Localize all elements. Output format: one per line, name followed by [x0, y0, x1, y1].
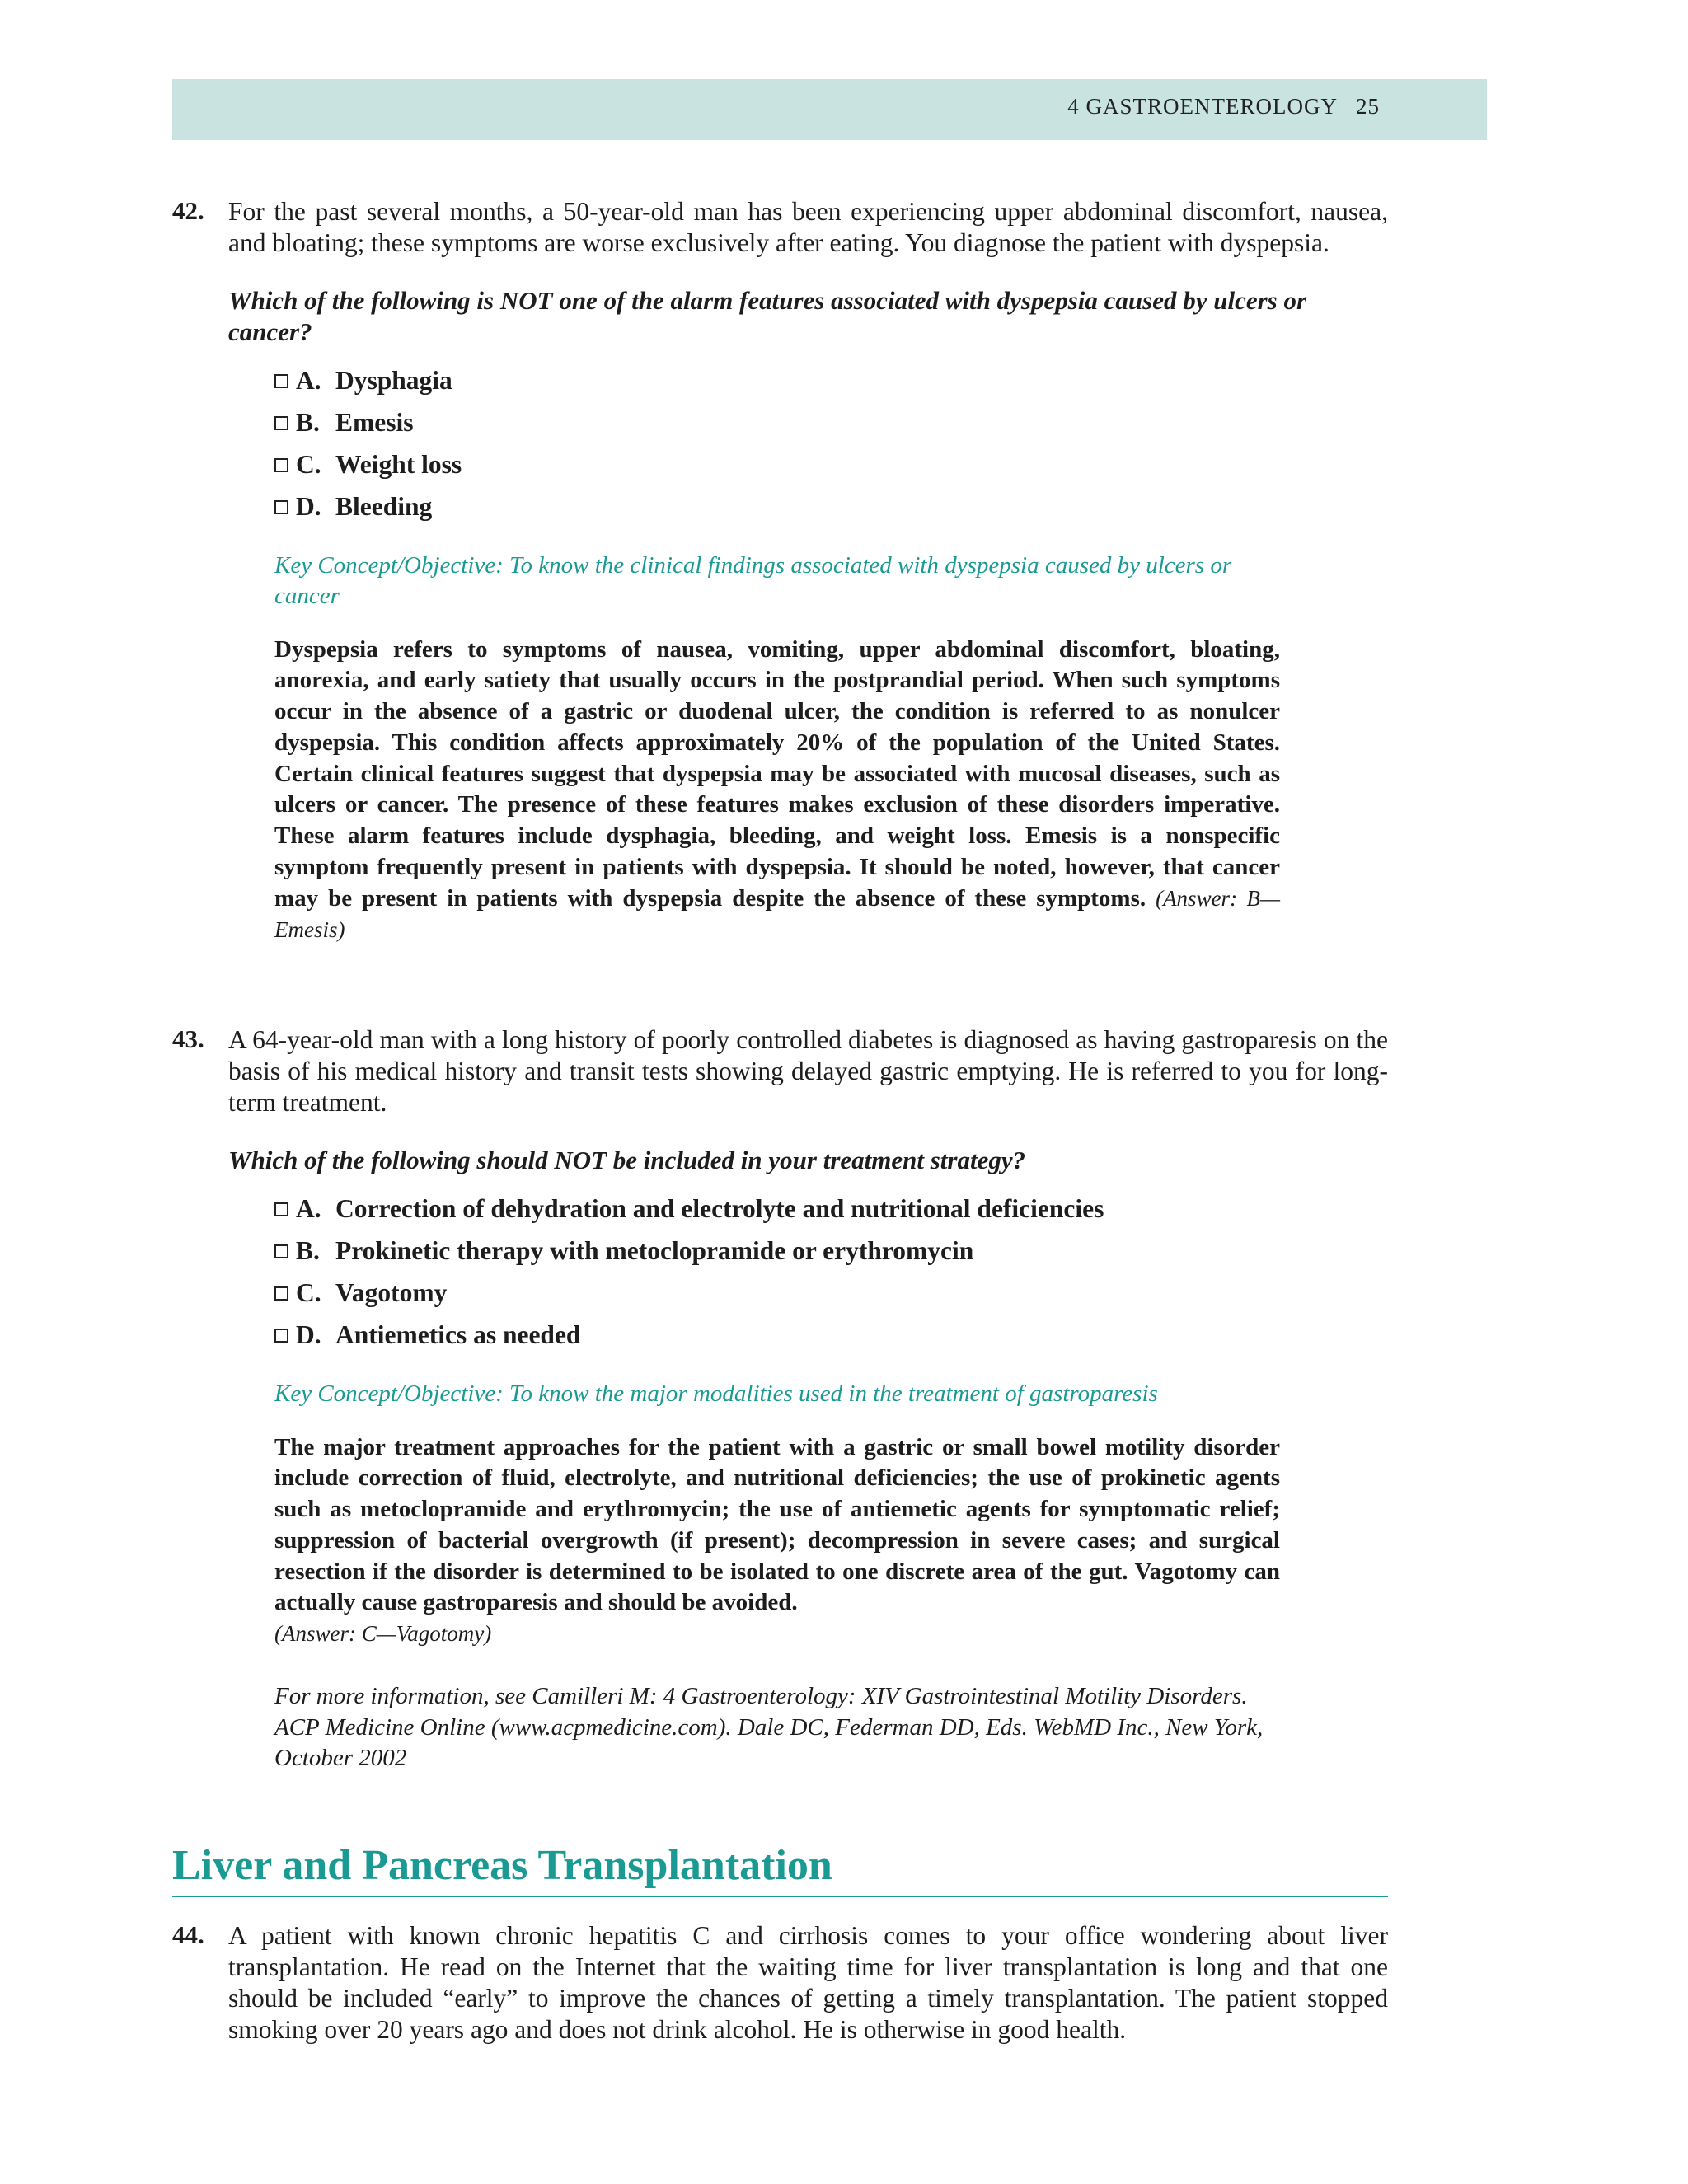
question-42 — [172, 196, 1388, 945]
option-d[interactable] — [274, 1314, 1388, 1356]
explanation — [274, 1432, 1280, 1651]
option-letter: D. — [296, 1319, 321, 1349]
explanation-text: The major treatment approaches for the patient with a gastric or small bowel motility disorder include correction of fluid, electrolyte, and nutritional deficiencies; the use of prokinetic agents such as metoclopramide and erythromycin; the use of antiemetic agents for symptomatic relief; suppression of bacterial overgrowth (if present); decompression in severe cases; and surgical resection if the disorder is determined to be isolated to one discrete area of the gut. Vagotomy can actually cause gastroparesis and should be avoided. — [274, 1433, 1280, 1616]
checkbox-icon[interactable] — [274, 458, 288, 472]
checkbox-icon[interactable] — [274, 374, 288, 388]
explanation — [274, 635, 1280, 946]
option-b[interactable] — [274, 1230, 1388, 1272]
section-title: Liver and Pancreas Transplantation — [172, 1840, 1388, 1897]
question-44 — [172, 1920, 1388, 2072]
question-number: 42. — [172, 196, 204, 225]
question-prompt: Which of the following should NOT be included in your treatment strategy? — [228, 1145, 1026, 1174]
option-letter: C. — [296, 1277, 321, 1307]
option-text: Antiemetics as needed — [335, 1319, 581, 1349]
answer-options — [274, 1188, 1388, 1356]
option-c[interactable] — [274, 443, 1388, 485]
answer-options — [274, 359, 1388, 527]
page-number: 25 — [1356, 94, 1380, 119]
explanation-text: Dyspepsia refers to symptoms of nausea, vomiting, upper abdominal discomfort, bloating, anorexia, and early satiety that usually occurs in the postprandial period. When such symptoms occur in the absence of a gastric or duodenal ulcer, the condition is referred to as nonulcer dyspepsia. This condition affects approximately 20% of the population of the United States. Certain clinical features suggest that dyspepsia may be associated with mucosal diseases, such as ulcers or cancer. The presence of these features makes exclusion of these disorders imperative. These alarm features include dysphagia, bleeding, and weight loss. Emesis is a nonspecific symptom frequently present in patients with dyspepsia. It should be noted, however, that cancer may be present in patients with dyspepsia despite the absence of these symptoms. — [274, 635, 1280, 912]
option-letter: B. — [296, 407, 320, 437]
question-stem: For the past several months, a 50-year-old man has been experiencing upper abdominal discomfort, nausea, and bloating; these symptoms are worse exclusively after eating. You diagnose the patient with dyspepsia. — [228, 197, 1388, 257]
key-concept: Key Concept/Objective: To know the clinical findings associated with dyspepsia caused by ulcers or cancer — [274, 551, 1232, 609]
option-a[interactable] — [274, 1188, 1388, 1230]
option-b[interactable] — [274, 401, 1388, 443]
running-header — [172, 79, 1487, 140]
checkbox-icon[interactable] — [274, 1329, 288, 1343]
checkbox-icon[interactable] — [274, 1202, 288, 1216]
option-text: Vagotomy — [335, 1277, 448, 1307]
option-letter: C. — [296, 449, 321, 479]
question-stem: A patient with known chronic hepatitis C and cirrhosis comes to your office wondering about liver transplantation. He read on the Internet that the waiting time for liver transplantation is long and that one should be included “early” to improve the chances of getting a timely transplantation. The patient stopped smoking over 20 years ago and does not drink alcohol. He is otherwise in good health. — [228, 1921, 1388, 2044]
option-letter: B. — [296, 1235, 320, 1265]
question-number: 44. — [172, 1920, 204, 1949]
option-text: Prokinetic therapy with metoclopramide or erythromycin — [335, 1235, 974, 1265]
option-text: Weight loss — [335, 449, 462, 479]
option-text: Bleeding — [335, 491, 433, 521]
checkbox-icon[interactable] — [274, 1244, 288, 1258]
running-head-text — [1067, 94, 1380, 120]
chapter-title: 4 GASTROENTEROLOGY — [1067, 94, 1338, 119]
question-43 — [172, 1024, 1388, 1774]
question-stem: A 64-year-old man with a long history of poorly controlled diabetes is diagnosed as having gastroparesis on the basis of his medical history and transit tests showing delayed gastric emptying. He is referred to you for long-term treatment. — [228, 1025, 1388, 1117]
option-a[interactable] — [274, 359, 1388, 401]
question-prompt: Which of the following is NOT one of the alarm features associated with dyspepsia caused by ulcers or cancer? — [228, 285, 1307, 346]
option-d[interactable] — [274, 485, 1388, 527]
checkbox-icon[interactable] — [274, 1286, 288, 1301]
option-c[interactable] — [274, 1272, 1388, 1314]
checkbox-icon[interactable] — [274, 500, 288, 514]
option-letter: A. — [296, 365, 321, 395]
answer-text: (Answer: B—Emesis) — [274, 885, 1281, 942]
option-text: Correction of dehydration and electrolyte and nutritional deficiencies — [335, 1193, 1104, 1223]
key-concept: Key Concept/Objective: To know the major modalities used in the treatment of gastroparesis — [274, 1380, 1158, 1407]
option-letter: D. — [296, 491, 321, 521]
checkbox-icon[interactable] — [274, 416, 288, 430]
option-letter: A. — [296, 1193, 321, 1223]
option-text: Emesis — [335, 407, 414, 437]
question-number: 43. — [172, 1024, 204, 1053]
option-text: Dysphagia — [335, 365, 452, 395]
reference-note: For more information, see Camilleri M: 4 Gastroenterology: XIV Gastrointestinal Motility Disorders. ACP Medicine Online (www.acpmedicine.com). Dale DC, Federman DD, Eds. WebMD Inc., New York, October 2002 — [274, 1683, 1264, 1772]
answer-text: (Answer: C—Vagotomy) — [274, 1621, 492, 1647]
